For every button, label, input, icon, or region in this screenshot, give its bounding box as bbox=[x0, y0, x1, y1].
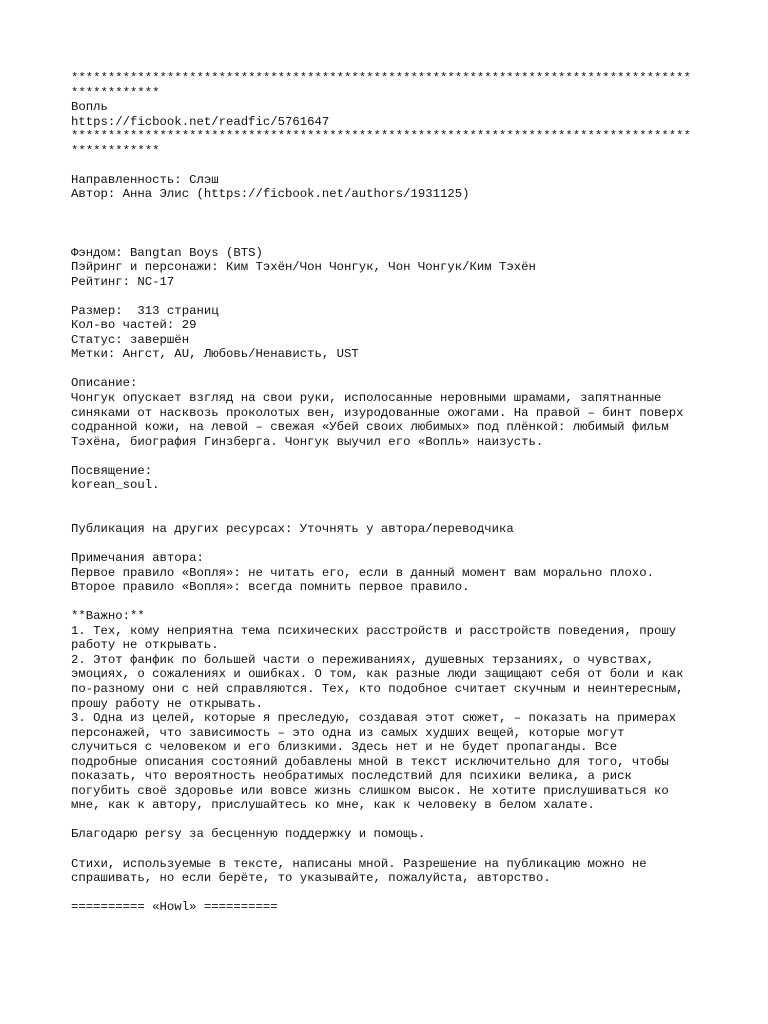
pairing-line: Пэйринг и персонажи: Ким Тэхён/Чон Чонгук, Чон Чонгук/Ким Тэхён bbox=[71, 260, 536, 275]
important-line: работу не открывать. bbox=[71, 638, 219, 653]
blank-line bbox=[71, 842, 711, 857]
size-line: Размер: 313 страниц bbox=[71, 303, 219, 318]
important-line: подробные описания состояний добавлены мной в текст исключительно для того, чтобы bbox=[71, 754, 669, 769]
description-line: содранной кожи, на левой – свежая «Убей своих любимых» под плёнкой: любимый фильм bbox=[71, 420, 669, 435]
blank-line bbox=[71, 158, 711, 173]
important-line: персонажей, что зависимость – это одна из самых худших вещей, которые могут bbox=[71, 725, 625, 740]
work-url: https://ficbook.net/readfic/5761647 bbox=[71, 114, 330, 129]
parts-line: Кол-во частей: 29 bbox=[71, 318, 197, 333]
status-line: Статус: завершён bbox=[71, 332, 190, 347]
important-heading: **Важно:** bbox=[71, 609, 145, 624]
important-line: по-разному они с ней справляются. Тех, кто подобное считает скучным и неинтересным, bbox=[71, 681, 684, 696]
author-notes-heading: Примечания автора: bbox=[71, 551, 204, 566]
blank-line bbox=[71, 362, 711, 377]
author-notes-line: Первое правило «Вопля»: не читать его, если в данный момент вам морально плохо. bbox=[71, 565, 654, 580]
important-line: 3. Одна из целей, которые я преследую, создавая этот сюжет, – показать на примерах bbox=[71, 711, 677, 726]
dedication-heading: Посвящение: bbox=[71, 463, 153, 478]
poems-note-line: спрашивать, но если берёте, то указывайте, пожалуйста, авторство. bbox=[71, 871, 551, 886]
separator-line: ************************************************************************************ bbox=[71, 71, 691, 85]
important-line: эмоциях, о сожалениях и ошибках. О том, как разные люди защищают себя от боли и как bbox=[71, 667, 684, 682]
description-line: Тэхёна, биография Гинзберга. Чонгук выучил его «Вопль» наизусть. bbox=[71, 434, 544, 449]
poems-note-line: Стихи, используемые в тексте, написаны мной. Разрешение на публикацию можно не bbox=[71, 856, 647, 871]
blank-line bbox=[71, 537, 711, 552]
description-line: синяками от насквозь проколотых вен, изуродованные ожогами. На правой – бинт поверх bbox=[71, 405, 684, 420]
important-line: показать, что вероятность необратимых последствий для психики велика, а риск bbox=[71, 769, 632, 784]
blank-line bbox=[71, 507, 711, 522]
direction-line: Направленность: Слэш bbox=[71, 172, 219, 187]
author-line: Автор: Анна Элис (https://ficbook.net/authors/1931125) bbox=[71, 187, 470, 202]
blank-line bbox=[71, 231, 711, 246]
blank-line bbox=[71, 202, 711, 217]
description-heading: Описание: bbox=[71, 376, 138, 391]
blank-line bbox=[71, 493, 711, 508]
important-line: мне, как к автору, прислушайтесь ко мне, как к человеку в белом халате. bbox=[71, 798, 595, 813]
author-notes-line: Второе правило «Вопля»: всегда помнить первое правило. bbox=[71, 580, 470, 595]
blank-line bbox=[71, 886, 711, 901]
important-line: 1. Тех, кому неприятна тема психических расстройств и расстройств поведения, прошу bbox=[71, 623, 677, 638]
separator-line: ************ bbox=[71, 143, 160, 158]
separator-line: ************ bbox=[71, 85, 160, 100]
fandom-line: Фэндом: Bangtan Boys (BTS) bbox=[71, 245, 263, 260]
blank-line bbox=[71, 595, 711, 610]
important-line: случиться с человеком и его близкими. Здесь нет и не будет пропаганды. Все bbox=[71, 740, 618, 755]
work-title: Вопль bbox=[71, 100, 108, 115]
dedication-line: korean_soul. bbox=[71, 478, 160, 493]
description-line: Чонгук опускает взгляд на свои руки, исполосанные неровными шрамами, запятнанные bbox=[71, 391, 662, 406]
chapter-heading: ========== «Howl» ========== bbox=[71, 900, 278, 915]
separator-line: ************************************************************************************ bbox=[71, 129, 691, 144]
rating-line: Рейтинг: NC-17 bbox=[71, 274, 175, 289]
blank-line bbox=[71, 813, 711, 828]
blank-line bbox=[71, 289, 711, 304]
publication-line: Публикация на других ресурсах: Уточнять у автора/переводчика bbox=[71, 521, 514, 536]
important-line: прошу работу не открывать. bbox=[71, 696, 263, 711]
blank-line bbox=[71, 449, 711, 464]
document-page bbox=[71, 71, 711, 915]
important-line: 2. Этот фанфик по большей части о переживаниях, душевных терзаниях, о чувствах, bbox=[71, 652, 654, 667]
important-line: погубить своё здоровье или вовсе жизнь слишком высок. Не хотите прислушиваться ко bbox=[71, 783, 669, 798]
thanks-line: Благодарю persy за бесценную поддержку и помощь. bbox=[71, 827, 426, 842]
blank-line bbox=[71, 216, 711, 231]
tags-line: Метки: Ангст, AU, Любовь/Ненависть, UST bbox=[71, 347, 359, 362]
